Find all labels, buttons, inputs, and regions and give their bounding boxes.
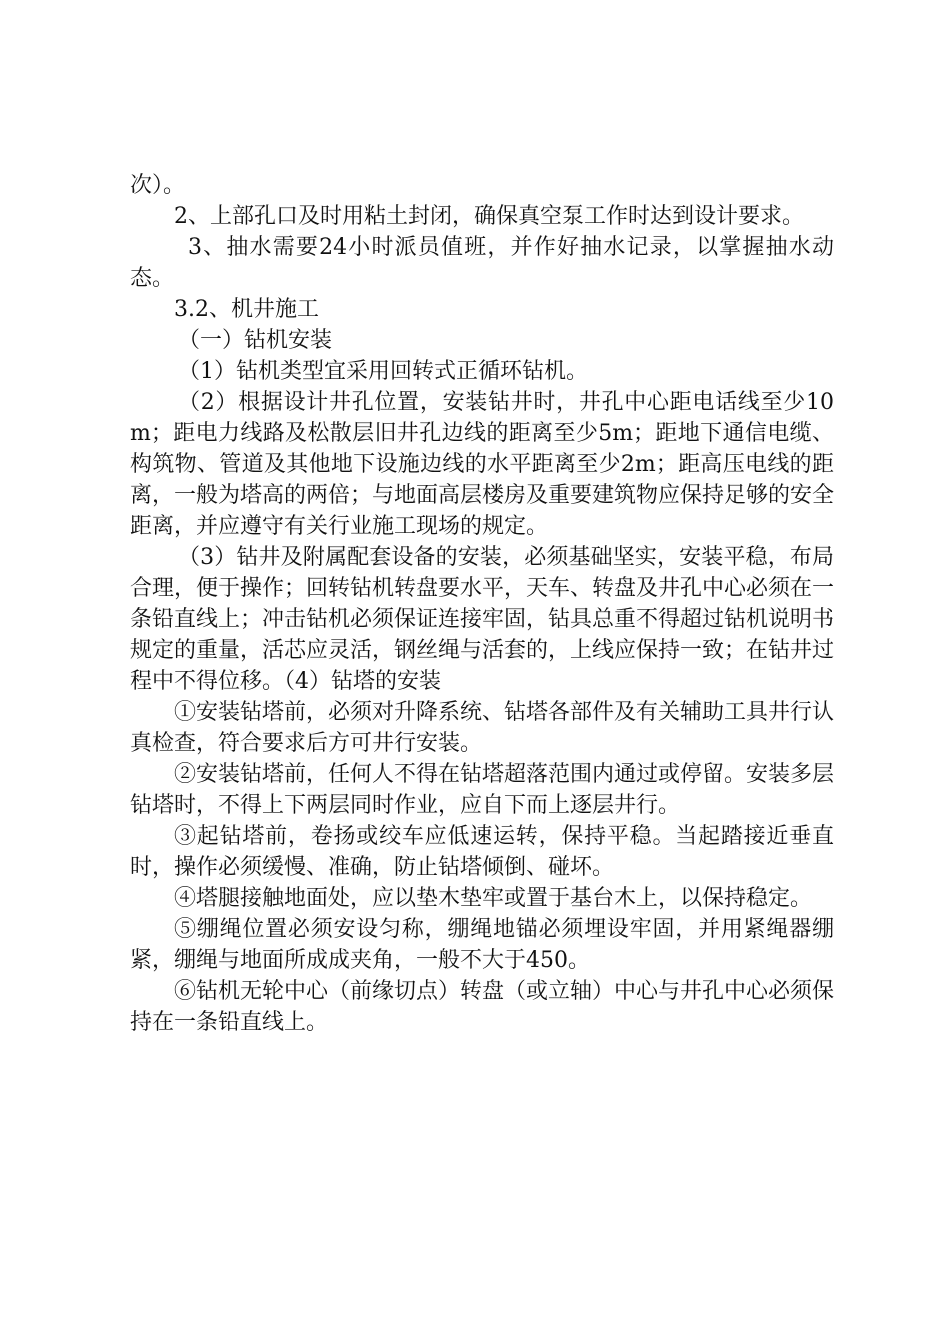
paragraph-item-3: （3）钻井及附属配套设备的安装，必须基础坚实，安装平稳，布局合理，便于操作；回转钻机转盘要水平，天车、转盘及井孔中心必须在一条铅直线上；冲击钻机必须保证连接牢固，钻具总重不得超过钻机说明书规定的重量，活芯应灵活，钢丝绳与活套的，上线应保持一致；在钻井过程中不得位移。（4）钻塔的安装 [130,545,835,694]
paragraph-step-4: ④塔腿接触地面处，应以垫木垫牢或置于基台木上，以保持稳定。 [174,886,813,911]
section-heading-3-2: 3.2、机井施工 [174,297,319,322]
paragraph-step-1: ①安装钻塔前，必须对升降系统、钻塔各部件及有关辅助工具井行认真检查，符合要求后方可井行安装。 [130,700,835,756]
paragraph-step-2: ②安装钻塔前，任何人不得在钻塔超落范围内通过或停留。安装多层钻塔时，不得上下两层同时作业，应自下而上逐层井行。 [130,762,835,818]
document-body [130,170,834,1038]
paragraph-pumping-duty: 3、抽水需要24小时派员值班，并作好抽水记录，以掌握抽水动态。 [130,235,834,291]
paragraph-item-1: （1）钻机类型宜采用回转式正循环钻机。 [178,359,588,384]
subsection-heading-drill-install: （一）钻机安装 [178,328,333,353]
paragraph-step-6: ⑥钻机无轮中心（前缘切点）转盘（或立轴）中心与井孔中心必须保持在一条铅直线上。 [130,979,835,1035]
paragraph-step-3: ③起钻塔前，卷扬或绞车应低速运转，保持平稳。当起踏接近垂直时，操作必须缓慢、准确，防止钻塔倾倒、碰坏。 [130,824,834,880]
paragraph-step-5: ⑤绷绳位置必须安设匀称，绷绳地锚必须埋设牢固，并用紧绳器绷紧，绷绳与地面所成成夹角，一般不大于450。 [130,917,834,973]
paragraph-continuation: 次）。 [130,173,186,198]
paragraph-item-2: （2）根据设计井孔位置，安装钻井时，井孔中心距电话线至少10m；距电力线路及松散层旧井孔边线的距离至少5m；距地下通信电缆、构筑物、管道及其他地下设施边线的水平距离至少2m；距高压电线的距离，一般为塔高的两倍；与地面高层楼房及重要建筑物应保持足够的安全距离，并应遵守有关行业施工现场的规定。 [130,390,835,539]
paragraph-sealing: 2、上部孔口及时用粘土封闭，确保真空泵工作时达到设计要求。 [174,204,804,229]
